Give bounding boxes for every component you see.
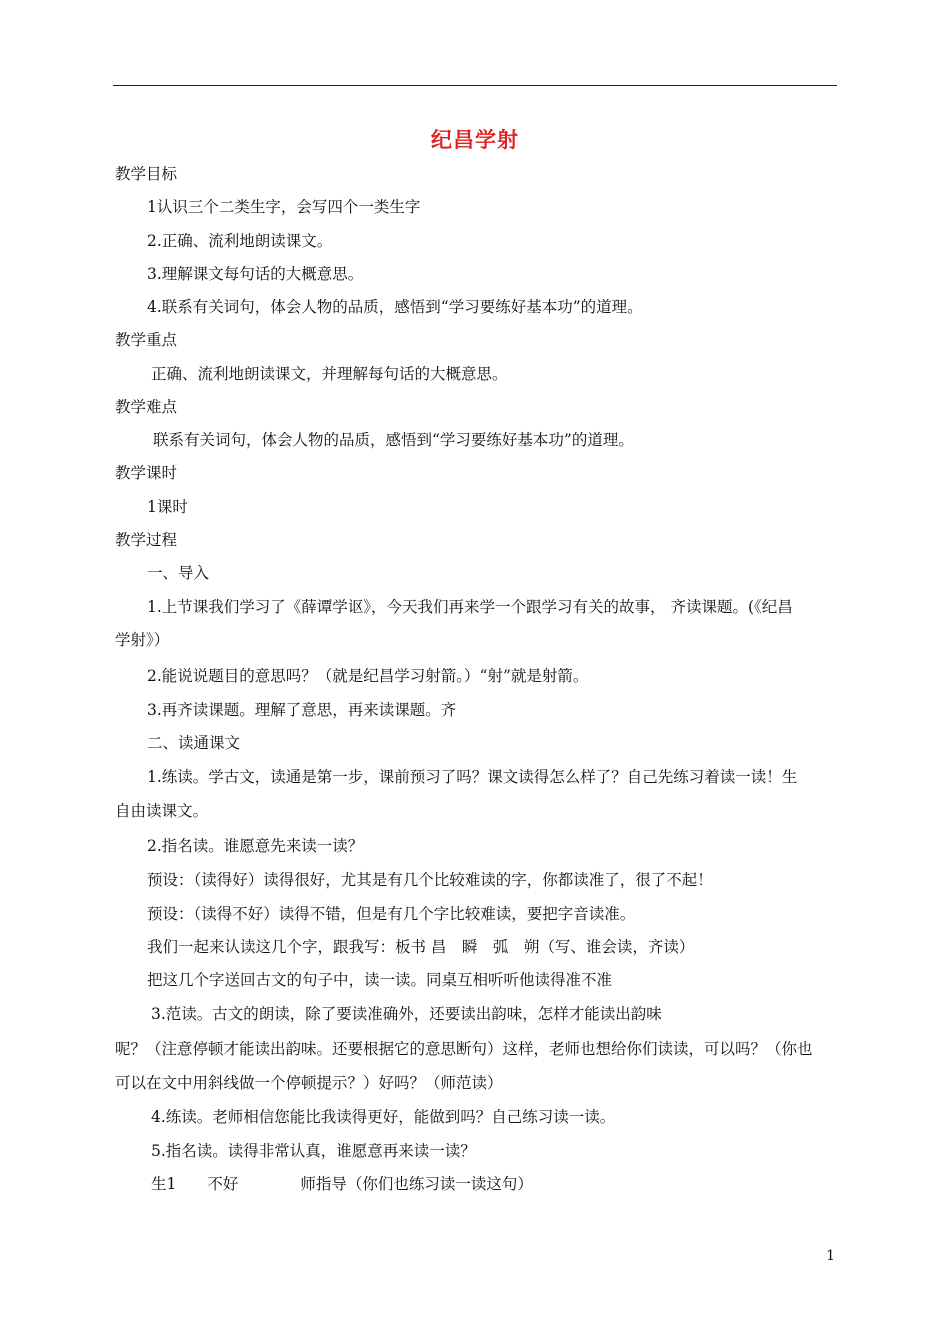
difficulty-text: 联系有关词句，体会人物的品质，感悟到“学习要练好基本功”的道理。 — [153, 431, 634, 449]
goal-4: 4.联系有关词句，体会人物的品质，感悟到“学习要练好基本功”的道理。 — [147, 298, 643, 316]
hours-text: 1课时 — [147, 498, 188, 516]
focus-text: 正确、流利地朗读课文，并理解每句话的大概意思。 — [151, 365, 508, 383]
goal-1: 1认识三个二类生字，会写四个一类生字 — [147, 198, 421, 216]
part1-heading: 一、导入 — [147, 564, 210, 582]
difficulty-heading: 教学难点 — [115, 398, 178, 416]
process-heading: 教学过程 — [115, 531, 178, 549]
p1-item2: 2.能说说题目的意思吗？（就是纪昌学习射箭。）“射”就是射箭。 — [147, 667, 589, 685]
p2-item1-line1: 1.练读。学古文，读通是第一步，课前预习了吗？课文读得怎么样了？自己先练习着读一读！生 — [147, 768, 798, 786]
header-rule — [113, 85, 837, 86]
hours-heading: 教学课时 — [115, 464, 178, 482]
p1-item1-line2: 学射》） — [115, 631, 170, 649]
p1-item1-line1: 1.上节课我们学习了《薛谭学讴》，今天我们再来学一个跟学习有关的故事， 齐读课题。(《纪昌 — [147, 598, 793, 616]
p2-words: 我们一起来认读这几个字，跟我写：板书 昌 瞬 弧 朔（写、谁会读，齐读） — [147, 938, 695, 956]
p2-preset1: 预设：（读得好）读得很好，尤其是有几个比较难读的字，你都读准了，很了不起！ — [147, 871, 713, 889]
focus-heading: 教学重点 — [115, 331, 178, 349]
p2-item3-line1: 3.范读。古文的朗读，除了要读准确外，还要读出韵味，怎样才能读出韵味 — [151, 1005, 662, 1023]
p2-item3-line2: 呢？（注意停顿才能读出韵味。还要根据它的意思断句）这样，老师也想给你们读读，可以吗？（你也 — [115, 1040, 813, 1058]
p2-preset2: 预设：（读得不好）读得不错，但是有几个字比较难读，要把字音读准。 — [147, 905, 636, 923]
goals-heading: 教学目标 — [115, 165, 178, 183]
page-title: 纪昌学射 — [431, 128, 519, 152]
p1-item3: 3.再齐读课题。理解了意思，再来读课题。齐 — [147, 701, 457, 719]
p2-item2: 2.指名读。谁愿意先来读一读？ — [147, 837, 364, 855]
p2-item1-line2: 自由读课文。 — [115, 802, 209, 820]
p2-back: 把这几个字送回古文的句子中，读一读。同桌互相听听他读得准不准 — [147, 971, 613, 989]
part2-heading: 二、读通课文 — [147, 734, 241, 752]
goal-3: 3.理解课文每句话的大概意思。 — [147, 265, 364, 283]
p2-student1: 生1 不好 师指导（你们也练习读一读这句） — [151, 1175, 533, 1193]
p2-item4: 4.练读。老师相信您能比我读得更好，能做到吗？自己练习读一读。 — [151, 1108, 616, 1126]
p2-item3-line3: 可以在文中用斜线做一个停顿提示？）好吗？（师范读） — [115, 1074, 503, 1092]
p2-item5: 5.指名读。读得非常认真，谁愿意再来读一读？ — [151, 1142, 476, 1160]
page-number: 1 — [826, 1248, 835, 1264]
goal-2: 2.正确、流利地朗读课文。 — [147, 232, 333, 250]
